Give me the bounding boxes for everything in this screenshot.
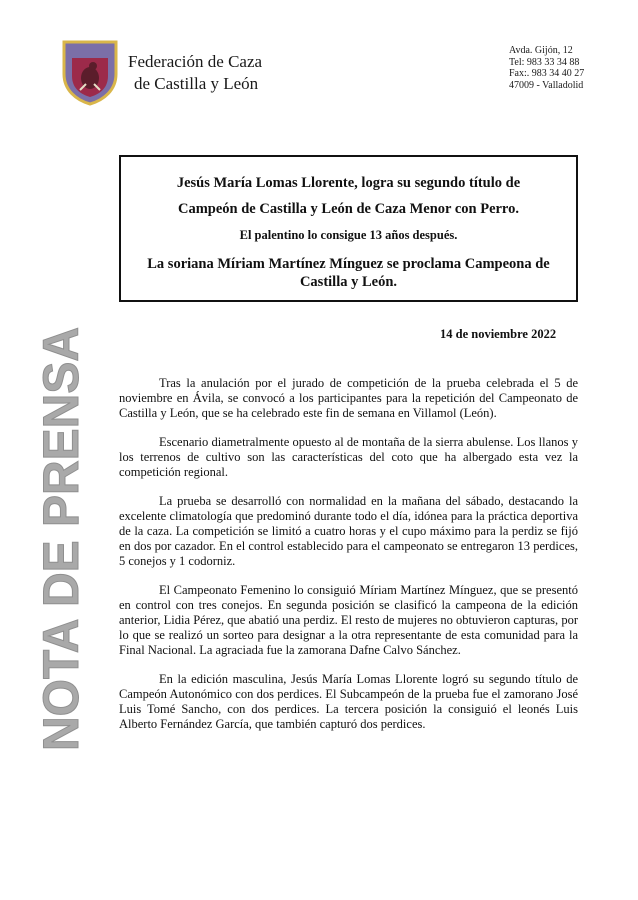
hunting-federation-crest-icon — [60, 38, 120, 106]
contact-block — [509, 45, 584, 91]
paragraph: El Campeonato Femenino lo consiguió Míriam Martínez Mínguez, que se presentó en control con tres conejos. En segunda posición se clasificó la campeona de la edición anterior, Lidia Pérez, que abatió una perdiz. El resto de mujeres no obtuvieron capturas, por lo que se realizó un sorteo para designar a la otra representante de esta comunidad para la Final Nacional. La agraciada fue la zamorana Dafne Calvo Sánchez. — [119, 583, 578, 657]
press-release-stamp-text: NOTA DE PRENSA — [33, 309, 89, 751]
headline-line1: Jesús María Lomas Llorente, logra su segundo título de — [176, 175, 521, 191]
headline-main — [121, 170, 576, 222]
paragraph: En la edición masculina, Jesús María Lomas Llorente logró su segundo título de Campeón Autonómico con dos perdices. El Subcampeón de la prueba fue el zamorano José Luis Tomé Sancho, con dos perdices. La tercera posición la consiguió el leonés Luis Alberto Fernández García, que también capturó dos perdices. — [119, 672, 578, 731]
organization-name-line2: de Castilla y León — [134, 74, 259, 93]
headline-box — [119, 155, 578, 302]
contact-tel: Tel: 983 33 34 88 — [509, 56, 580, 68]
organization-name — [128, 51, 262, 95]
paragraph: Tras la anulación por el jurado de competición de la prueba celebrada el 5 de noviembre en Ávila, se convocó a los participantes para la repetición del Campeonato de Castilla y León, que se ha celebrado este fin de semana en Villamol (León). — [119, 376, 578, 420]
press-date: 14 de noviembre 2022 — [440, 327, 557, 341]
headline-line3: La soriana Míriam Martínez Mínguez se proclama Campeona de Castilla y León. — [147, 256, 550, 290]
contact-address: Avda. Gijón, 12 — [509, 45, 573, 56]
contact-fax: Fax:. 983 34 40 27 — [509, 68, 585, 79]
press-release-stamp — [33, 309, 89, 753]
contact-city: 47009 - Valladolid — [509, 79, 584, 91]
organization-name-line1: Federación de Caza — [128, 52, 263, 71]
headline-subline: El palentino lo consigue 13 años después. — [239, 228, 458, 242]
paragraph: La prueba se desarrolló con normalidad en la mañana del sábado, destacando la excelente climatología que predominó durante todo el día, idónea para la práctica deportiva de la caza. La competición se limitó a cuatro horas y el cupo máximo para la perdiz se fijó en dos por cazador. En el control establecido para el campeonato se entregaron 13 perdices, 5 conejos y 1 codorniz. — [119, 494, 578, 568]
article-body — [119, 376, 578, 746]
paragraph: Escenario diametralmente opuesto al de montaña de la sierra abulense. Los llanos y los terrenos de cultivo son las características del coto que ha albergado esta vez la competición regional. — [119, 435, 578, 479]
headline-line2: Campeón de Castilla y León de Caza Menor con Perro. — [178, 201, 519, 217]
federation-logo — [60, 38, 120, 106]
